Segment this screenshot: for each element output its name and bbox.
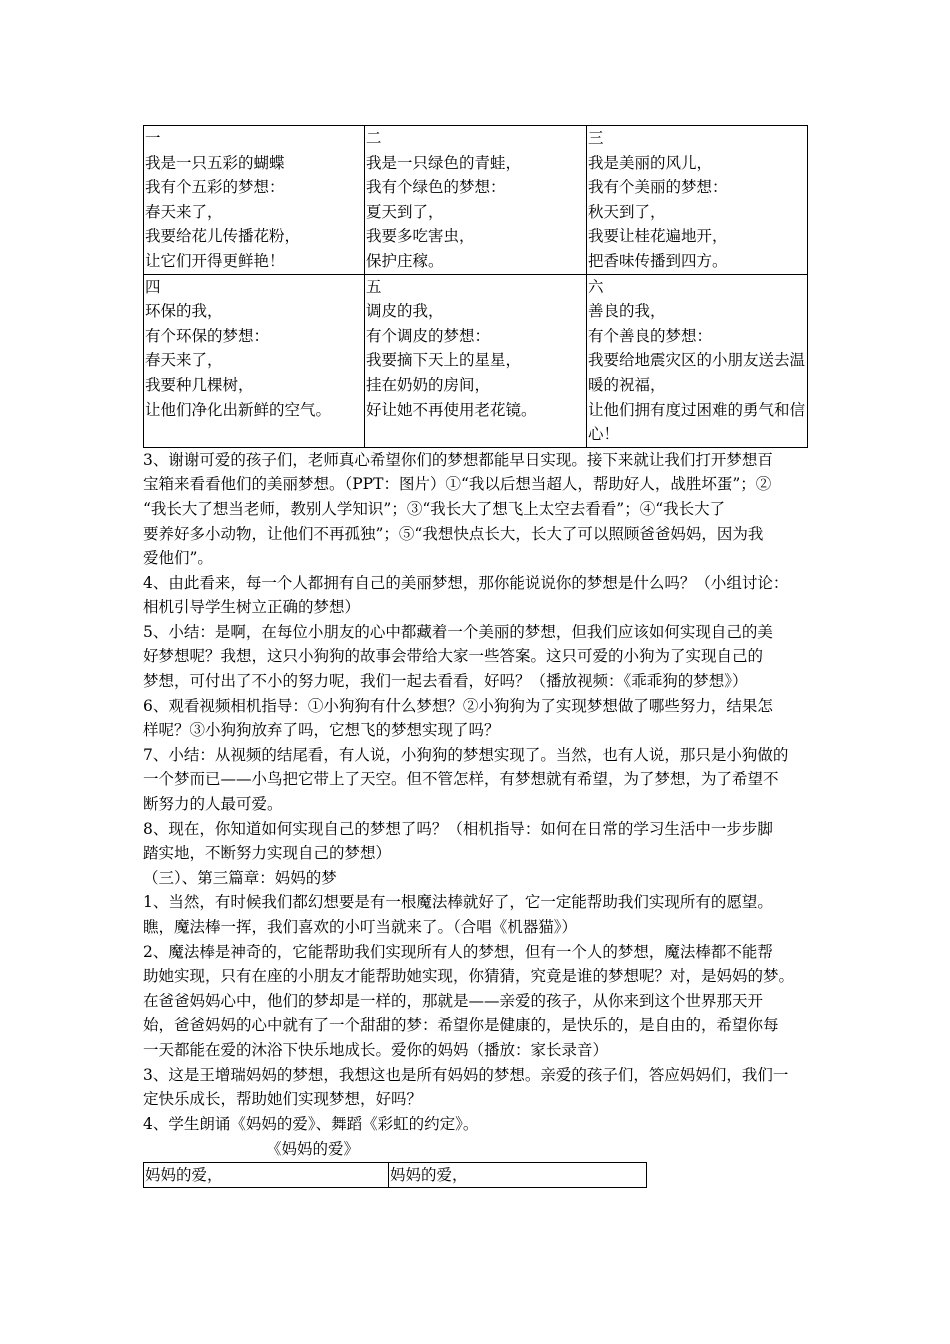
paragraph-line: 3、谢谢可爱的孩子们，老师真心希望你们的梦想都能早日实现。接下来就让我们打开梦想百 (143, 450, 773, 469)
poem-line: 夏天到了， (366, 202, 444, 221)
paragraph-line: 1、当然，有时候我们都幻想要是有一根魔法棒就好了，它一定能帮助我们实现所有的愿望。 (143, 893, 773, 912)
paragraph-line: 梦想，可付出了不小的努力呢，我们一起去看看，好吗？（播放视频：《乖乖狗的梦想》） (143, 672, 748, 691)
paragraph-line: 在爸爸妈妈心中，他们的梦却是一样的，那就是——亲爱的孩子，从你来到这个世界那天开 (143, 991, 764, 1010)
poem-line: 保护庄稼。 (366, 251, 444, 270)
poem-line: 调皮的我， (366, 302, 444, 321)
poem-number: 四 (145, 277, 161, 296)
lesson-paragraphs (143, 448, 813, 1137)
poem-line: 把香味传播到四方。 (588, 251, 728, 270)
paragraph-line: 踏实地，不断努力实现自己的梦想） (143, 844, 392, 863)
poem-line: 有个调皮的梦想： (366, 326, 491, 345)
paragraph-line: “我长大了想当老师，教别人学知识”；③“我长大了想飞上太空去看看”；④“我长大了 (143, 499, 726, 518)
poem-number: 三 (588, 129, 604, 147)
poem-number: 六 (588, 277, 604, 296)
paragraph-line: 一天都能在爱的沐浴下快乐地成长。爱你的妈妈（播放：家长录音） (143, 1040, 609, 1059)
poem-line: 善良的我， (588, 302, 666, 321)
paragraph (143, 694, 813, 743)
poem-cell-5 (365, 274, 587, 447)
paragraph-line: 4、由此看来，每一个人都拥有自己的美丽梦想，那你能说说你的梦想是什么吗？（小组讨论： (143, 573, 789, 592)
poem-line: 春天来了， (145, 351, 223, 370)
paragraph (143, 448, 813, 571)
paragraph-line: 始，爸爸妈妈的心中就有了一个甜甜的梦：希望你是健康的，是快乐的，是自由的，希望你每 (143, 1016, 779, 1035)
paragraph-line: 2、魔法棒是神奇的，它能帮助我们实现所有人的梦想，但有一个人的梦想，魔法棒都不能帮 (143, 942, 773, 961)
poem-line: 有个善良的梦想： (588, 326, 713, 345)
poem-line: 我要多吃害虫， (366, 227, 475, 246)
poem-cell-2 (365, 126, 587, 275)
verse-table (143, 1162, 647, 1188)
verse-row (144, 1162, 647, 1187)
paragraph-line: 瞧，魔法棒一挥，我们喜欢的小叮当就来了。（合唱《机器猫》） (143, 918, 578, 936)
paragraph-line: 3、这是王增瑞妈妈的梦想，我想这也是所有妈妈的梦想。亲爱的孩子们，答应妈妈们，我们一 (143, 1065, 789, 1084)
document-body (143, 125, 813, 1188)
paragraph (143, 817, 813, 866)
paragraph-line: 样呢？③小狗狗放弃了吗，它想飞的梦想实现了吗？ (143, 721, 500, 740)
poem-table (143, 125, 808, 448)
paragraph-line: 宝箱来看看他们的美丽梦想。（PPT：图片）①“我以后想当超人，帮助好人，战胜坏蛋”；② (143, 475, 772, 494)
paragraph-line: 助她实现，只有在座的小朋友才能帮助她实现，你猜猜，究竟是谁的梦想呢？对，是妈妈的梦。 (143, 967, 795, 986)
paragraph-line: 4、学生朗诵《妈妈的爱》、舞蹈《彩虹的约定》。 (143, 1114, 479, 1133)
poem-line: 挂在奶奶的房间， (366, 375, 491, 394)
paragraph-line: 要养好多小动物，让他们不再孤独”；⑤“我想快点长大，长大了可以照顾爸爸妈妈，因为我 (143, 524, 764, 543)
poem-number: 二 (366, 129, 382, 147)
poem-table-row-1 (144, 126, 808, 275)
poem-line: 春天来了， (145, 202, 223, 221)
paragraph-line: 7、小结：从视频的结尾看，有人说，小狗狗的梦想实现了。当然，也有人说，那只是小狗做的 (143, 745, 789, 764)
poem-line: 我有个美丽的梦想： (588, 178, 728, 197)
paragraph (143, 1112, 813, 1137)
poem-table-row-2 (144, 274, 808, 447)
paragraph (143, 890, 813, 939)
poem-cell-1 (144, 126, 365, 275)
poem-line: 好让她不再使用老花镜。 (366, 400, 537, 419)
poem-cell-6 (587, 274, 808, 447)
paragraph-line: 爱他们”。 (143, 549, 213, 568)
poem-line: 秋天到了， (588, 202, 666, 221)
poem-line: 我是一只五彩的蝴蝶 (145, 153, 285, 172)
paragraph (143, 571, 813, 620)
poem-line: 我要摘下天上的星星， (366, 351, 522, 370)
poem-line: 我是一只绿色的青蛙， (366, 153, 522, 172)
verse-title: 《妈妈的爱》 (266, 1140, 360, 1159)
verse-cell: 妈妈的爱， (389, 1162, 647, 1187)
paragraph-line: 断努力的人最可爱。 (143, 795, 283, 814)
paragraph (143, 620, 813, 694)
paragraph-line: 好梦想呢？我想，这只小狗狗的故事会带给大家一些答案。这只可爱的小狗为了实现自己的 (143, 647, 764, 666)
poem-cell-3 (587, 126, 808, 275)
poem-number: 五 (366, 277, 382, 296)
poem-line: 我有个五彩的梦想： (145, 178, 285, 197)
poem-line: 我要给花儿传播花粉， (145, 227, 301, 246)
paragraph-line: 相机引导学生树立正确的梦想） (143, 598, 361, 617)
poem-number: 一 (145, 129, 161, 147)
paragraph (143, 1063, 813, 1112)
paragraph-line: 定快乐成长，帮助她们实现梦想，好吗？ (143, 1090, 423, 1109)
poem-cell-4 (144, 274, 365, 447)
poem-line: 让他们拥有度过困难的勇气和信心！ (588, 400, 806, 444)
poem-line: 我有个绿色的梦想： (366, 178, 506, 197)
paragraph-line: 6、观看视频相机指导：①小狗狗有什么梦想？②小狗狗为了实现梦想做了哪些努力，结果怎 (143, 696, 773, 715)
poem-line: 我要让桂花遍地开， (588, 227, 728, 246)
paragraph (143, 866, 813, 891)
poem-line: 我是美丽的风儿， (588, 153, 713, 172)
verse-cell: 妈妈的爱， (144, 1162, 389, 1187)
paragraph-line: 5、小结：是啊，在每位小朋友的心中都藏着一个美丽的梦想，但我们应该如何实现自己的美 (143, 622, 773, 641)
poem-line: 有个环保的梦想： (145, 326, 270, 345)
paragraph-line: （三）、第三篇章：妈妈的梦 (143, 868, 337, 887)
poem-line: 环保的我， (145, 302, 223, 321)
paragraph-line: 一个梦而已——小鸟把它带上了天空。但不管怎样，有梦想就有希望，为了梦想，为了希望不 (143, 770, 779, 789)
poem-line: 让它们开得更鲜艳！ (145, 251, 285, 270)
poem-line: 我要给地震灾区的小朋友送去温暖的祝福， (588, 351, 806, 394)
poem-line: 我要种几棵树， (145, 375, 254, 394)
poem-line: 让他们净化出新鲜的空气。 (145, 400, 332, 419)
paragraph (143, 743, 813, 817)
paragraph (143, 940, 813, 1063)
paragraph-line: 8、现在，你知道如何实现自己的梦想了吗？（相机指导：如何在日常的学习生活中一步步脚 (143, 819, 773, 838)
